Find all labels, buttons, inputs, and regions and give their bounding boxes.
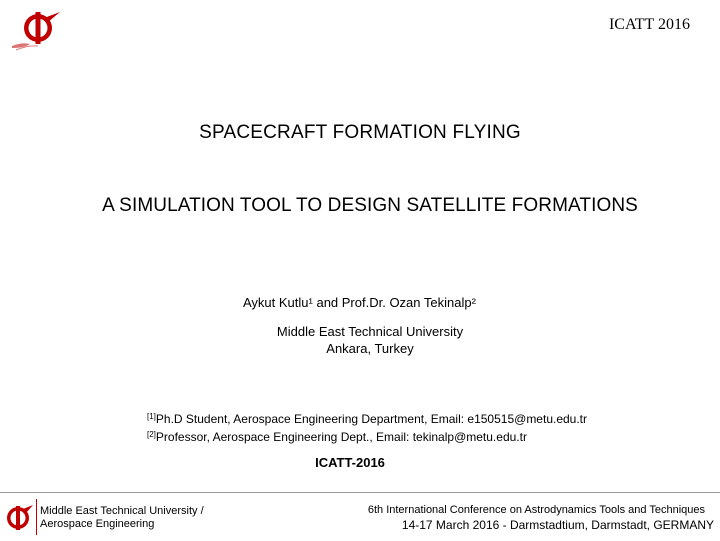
footnote-marker: [2] [147,430,156,439]
slide-title: SPACECRAFT FORMATION FLYING [199,122,521,143]
footnote-2 [147,427,587,445]
metu-logo-icon [2,500,34,536]
affiliation [210,323,530,357]
footnote-1 [147,409,587,427]
affiliation-institution: Middle East Technical University [276,324,464,339]
footnote-text: Professor, Aerospace Engineering Dept., Email: tekinalp@metu.edu.tr [155,430,527,444]
footer-conference-date: 14-17 March 2016 - Darmstadtium, Darmstadt, GERMANY [401,518,714,532]
metu-logo-icon [8,8,64,52]
footer-institution-line2: Aerospace Engineering [40,518,155,530]
event-label: ICATT-2016 [315,455,385,470]
footnotes [147,409,587,445]
affiliation-location: Ankara, Turkey [326,341,414,356]
footer-divider [0,492,720,493]
footer-institution-line1: Middle East Technical University / [40,505,204,517]
footer-conference-name: 6th International Conference on Astrodynamics Tools and Techniques [367,504,705,516]
footer-institution [40,505,204,531]
slide-subtitle: A SIMULATION TOOL TO DESIGN SATELLITE FORMATIONS [102,195,638,216]
author-line: Aykut Kutlu¹ and Prof.Dr. Ozan Tekinalp² [243,295,476,310]
footnote-text: Ph.D Student, Aerospace Engineering Department, Email: e150515@metu.edu.tr [155,412,588,426]
footnote-marker: [1] [147,412,156,421]
conference-tag: ICATT 2016 [608,16,690,33]
